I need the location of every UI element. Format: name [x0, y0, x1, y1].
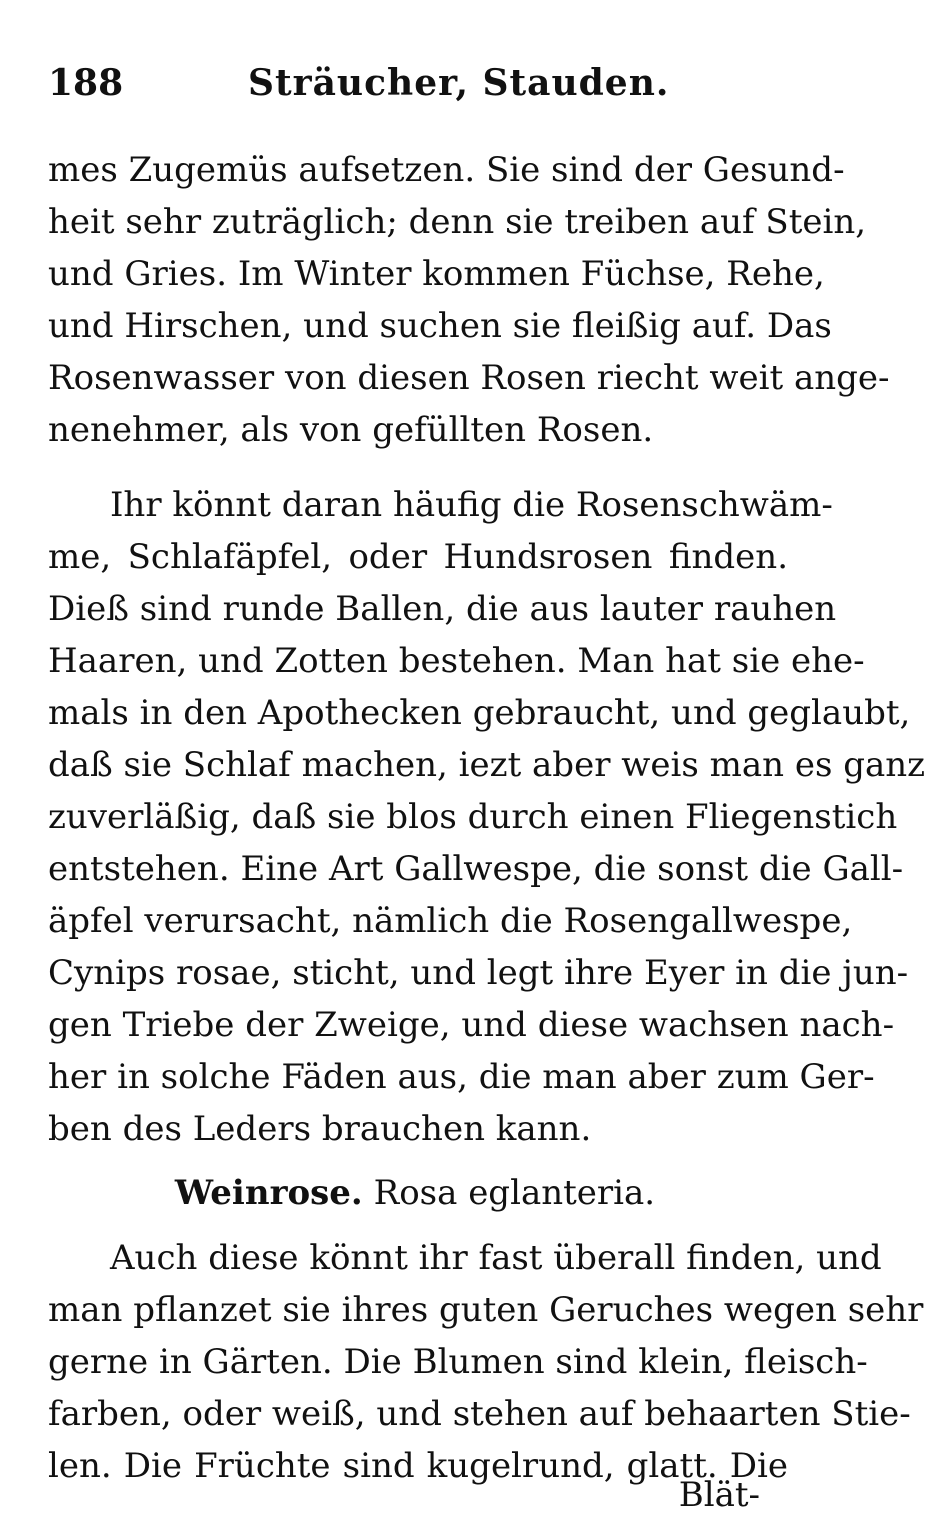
- catchword: Blät-: [678, 1475, 760, 1515]
- text-line: gen Triebe der Zweige, und diese wachsen nach-: [48, 1005, 895, 1045]
- text-line: entstehen. Eine Art Gallwespe, die sonst die Gall-: [48, 849, 904, 889]
- text-line: me, Schlafäpfel, oder Hundsrosen finden.: [48, 537, 788, 577]
- text-line: und Hirschen, und suchen sie fleißig auf. Das: [48, 306, 832, 346]
- text-line: len. Die Früchte sind kugelrund, glatt. Die: [48, 1446, 788, 1486]
- text-line: mes Zugemüs aufsetzen. Sie sind der Gesund-: [48, 150, 845, 190]
- running-head: Sträucher, Stauden.: [248, 62, 670, 104]
- text-line: und Gries. Im Winter kommen Füchse, Rehe,: [48, 254, 825, 294]
- text-line: Rosenwasser von diesen Rosen riecht weit ange-: [48, 358, 890, 398]
- text-line: nenehmer, als von gefüllten Rosen.: [48, 410, 654, 450]
- text-line: Cynips rosae, sticht, und legt ihre Eyer in die jun-: [48, 953, 909, 993]
- section-heading-german: Weinrose.: [174, 1173, 363, 1213]
- text-line: daß sie Schlaf machen, iezt aber weis man es ganz: [48, 745, 925, 785]
- text-line: Dieß sind runde Ballen, die aus lauter rauhen: [48, 589, 837, 629]
- text-line: her in solche Fäden aus, die man aber zum Ger-: [48, 1057, 875, 1097]
- text-line: zuverläßig, daß sie blos durch einen Fliegenstich: [48, 797, 898, 837]
- text-line: ben des Leders brauchen kann.: [48, 1109, 592, 1149]
- text-line: Ihr könnt daran häufig die Rosenschwäm-: [110, 485, 833, 525]
- page-number: 188: [48, 62, 124, 104]
- page-header: [48, 62, 788, 112]
- text-line: gerne in Gärten. Die Blumen sind klein, fleisch-: [48, 1342, 868, 1382]
- section-heading: [0, 1168, 830, 1218]
- section-heading-latin: Rosa eglanteria.: [373, 1173, 656, 1213]
- text-line: äpfel verursacht, nämlich die Rosengallwespe,: [48, 901, 853, 941]
- text-line: Auch diese könnt ihr fast überall finden, und: [110, 1238, 882, 1278]
- text-line: mals in den Apothecken gebraucht, und geglaubt,: [48, 693, 911, 733]
- text-line: Haaren, und Zotten bestehen. Man hat sie ehe-: [48, 641, 865, 681]
- text-line: farben, oder weiß, und stehen auf behaarten Stie-: [48, 1394, 911, 1434]
- text-line: heit sehr zuträglich; denn sie treiben auf Stein,: [48, 202, 867, 242]
- text-line: man pflanzet sie ihres guten Geruches wegen sehr: [48, 1290, 924, 1330]
